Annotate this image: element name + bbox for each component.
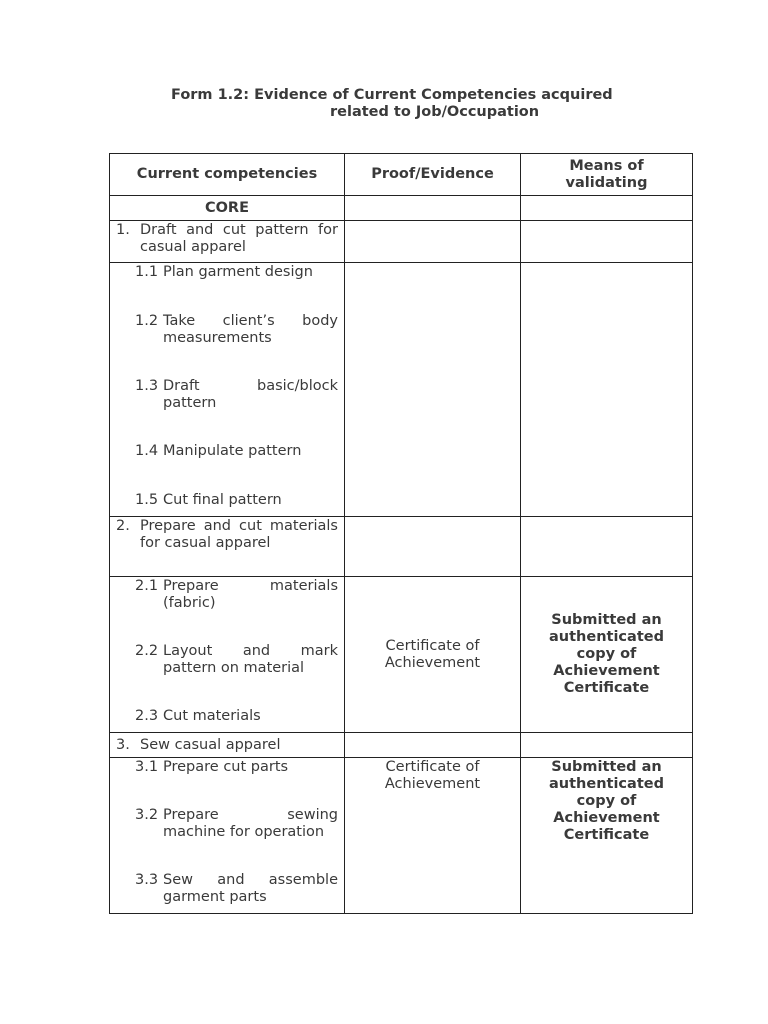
list-item: 1.1 Plan garment design — [135, 264, 313, 280]
list-item: 3.3 Sew and assemble garment parts — [135, 872, 338, 905]
core-row — [110, 196, 693, 221]
list-item: 2.3 Cut materials — [135, 708, 261, 724]
form-title-line-1: Form 1.2: Evidence of Current Competencies acquired — [171, 87, 613, 103]
header-means-of-validating: Means of validating — [521, 154, 693, 196]
section-3-proof: Certificate of Achievement — [345, 758, 521, 914]
section-1-proof — [345, 221, 521, 263]
table-row — [110, 263, 693, 517]
list-item: 3.1 Prepare cut parts — [135, 759, 289, 775]
section-3-means: Submitted an authenticated copy of Achievement Certificate — [521, 758, 693, 914]
table-header-row — [110, 154, 693, 196]
list-item: 3.2 Prepare sewing machine for operation — [135, 807, 338, 840]
table-row — [110, 733, 693, 758]
list-item: 1.5 Cut final pattern — [135, 492, 282, 508]
section-2-means: Submitted an authenticated copy of Achievement Certificate — [521, 577, 693, 733]
header-current-competencies: Current competencies — [110, 154, 345, 196]
table-row — [110, 517, 693, 577]
list-item: 2.1 Prepare materials (fabric) — [135, 578, 338, 611]
header-proof-evidence: Proof/Evidence — [345, 154, 521, 196]
table-row — [110, 577, 693, 733]
section-3-title: 3. Sew casual apparel — [110, 733, 345, 758]
core-label: CORE — [110, 196, 345, 221]
form-title — [110, 87, 692, 121]
list-item: 1.4 Manipulate pattern — [135, 443, 302, 459]
table-row — [110, 221, 693, 263]
section-2-title: 2. Prepare and cut materials for casual apparel — [110, 517, 345, 577]
section-2-items — [110, 577, 345, 733]
section-1-means — [521, 221, 693, 263]
section-1-title: 1. Draft and cut pattern for casual apparel — [110, 221, 345, 263]
table-row — [110, 758, 693, 914]
section-3-items — [110, 758, 345, 914]
list-item: 1.3 Draft basic/block pattern — [135, 378, 338, 411]
list-item: 1.2 Take client’s body measurements — [135, 313, 338, 346]
form-title-line-2: related to Job/Occupation — [330, 104, 540, 120]
competencies-table — [109, 153, 693, 914]
section-1-items — [110, 263, 345, 517]
list-item: 2.2 Layout and mark pattern on material — [135, 643, 338, 676]
section-2-proof: Certificate of Achievement — [345, 577, 521, 733]
